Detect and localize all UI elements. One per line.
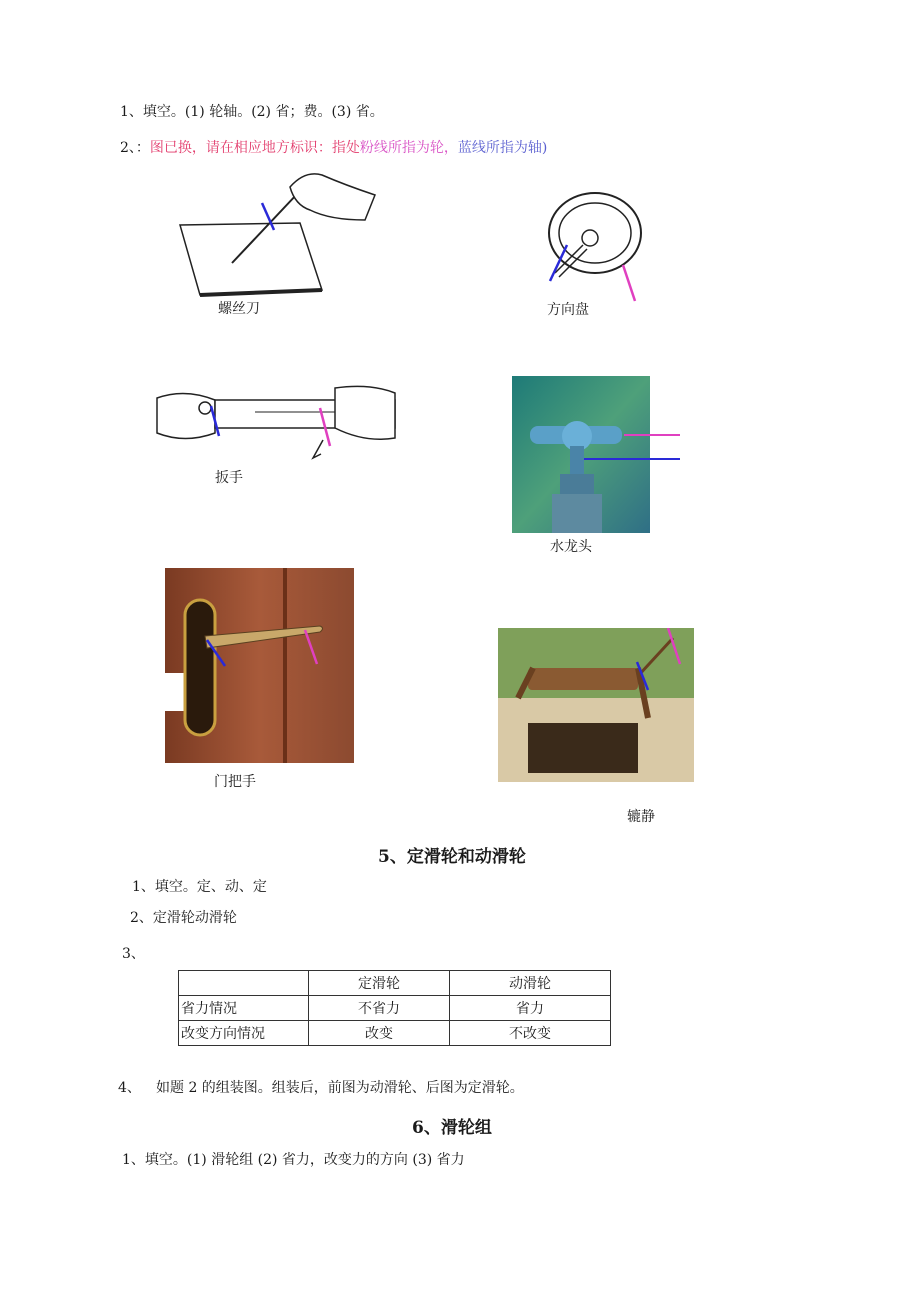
windlass-caption: 辘静 <box>627 809 655 825</box>
faucet-caption: 水龙头 <box>550 539 592 555</box>
answer-2-blue-note: 蓝线所指为轴) <box>457 140 548 156</box>
table-row <box>179 1021 611 1046</box>
windlass-figure <box>498 628 696 783</box>
faucet-figure <box>512 376 682 536</box>
section-5-title: 5、定滑轮和动滑轮 <box>378 847 526 867</box>
section-5-q3: 3、 <box>122 946 145 962</box>
section-5-q2: 2、定滑轮动滑轮 <box>130 910 237 926</box>
pulley-comparison-table <box>178 970 611 1046</box>
section-6-q1: 1、填空。(1) 滑轮组 (2) 省力，改变力的方向 (3) 省力 <box>122 1152 465 1168</box>
table-cell: 改变方向情况 <box>179 1021 309 1046</box>
table-row <box>179 996 611 1021</box>
door-handle-caption: 门把手 <box>214 774 256 790</box>
answer-2-line <box>120 137 547 157</box>
section-5-q4-number: 4、 <box>118 1080 141 1096</box>
table-header-row <box>179 971 611 996</box>
section-5-q1: 1、填空。定、动、定 <box>132 879 267 895</box>
screwdriver-caption: 螺丝刀 <box>218 301 260 315</box>
steering-wheel-caption: 方向盘 <box>547 302 589 318</box>
wrench-figure <box>155 378 400 488</box>
table-cell: 省力 <box>450 996 611 1021</box>
section-5-q4: 如题 2 的组装图。组装后，前图为动滑轮、后图为定滑轮。 <box>156 1080 524 1096</box>
screwdriver-figure <box>170 165 390 315</box>
section-6-title: 6、滑轮组 <box>412 1118 492 1138</box>
table-header-cell: 动滑轮 <box>450 971 611 996</box>
table-cell: 改变 <box>309 1021 450 1046</box>
answer-2-pink-note: 粉线所指为轮， <box>359 140 458 156</box>
answer-2-red-note: 图已换，请在相应地方标识：指处 <box>149 140 360 156</box>
table-cell: 省力情况 <box>179 996 309 1021</box>
table-cell: 不省力 <box>309 996 450 1021</box>
steering-wheel-figure <box>535 183 655 323</box>
answer-2-prefix: 2、： <box>120 140 150 156</box>
door-handle-figure <box>165 568 355 764</box>
table-header-cell <box>179 971 309 996</box>
answer-1-line: 1、填空。(1) 轮轴。(2) 省；费。(3) 省。 <box>120 104 384 120</box>
table-header-cell: 定滑轮 <box>309 971 450 996</box>
table-cell: 不改变 <box>450 1021 611 1046</box>
wrench-caption: 扳手 <box>215 470 243 486</box>
